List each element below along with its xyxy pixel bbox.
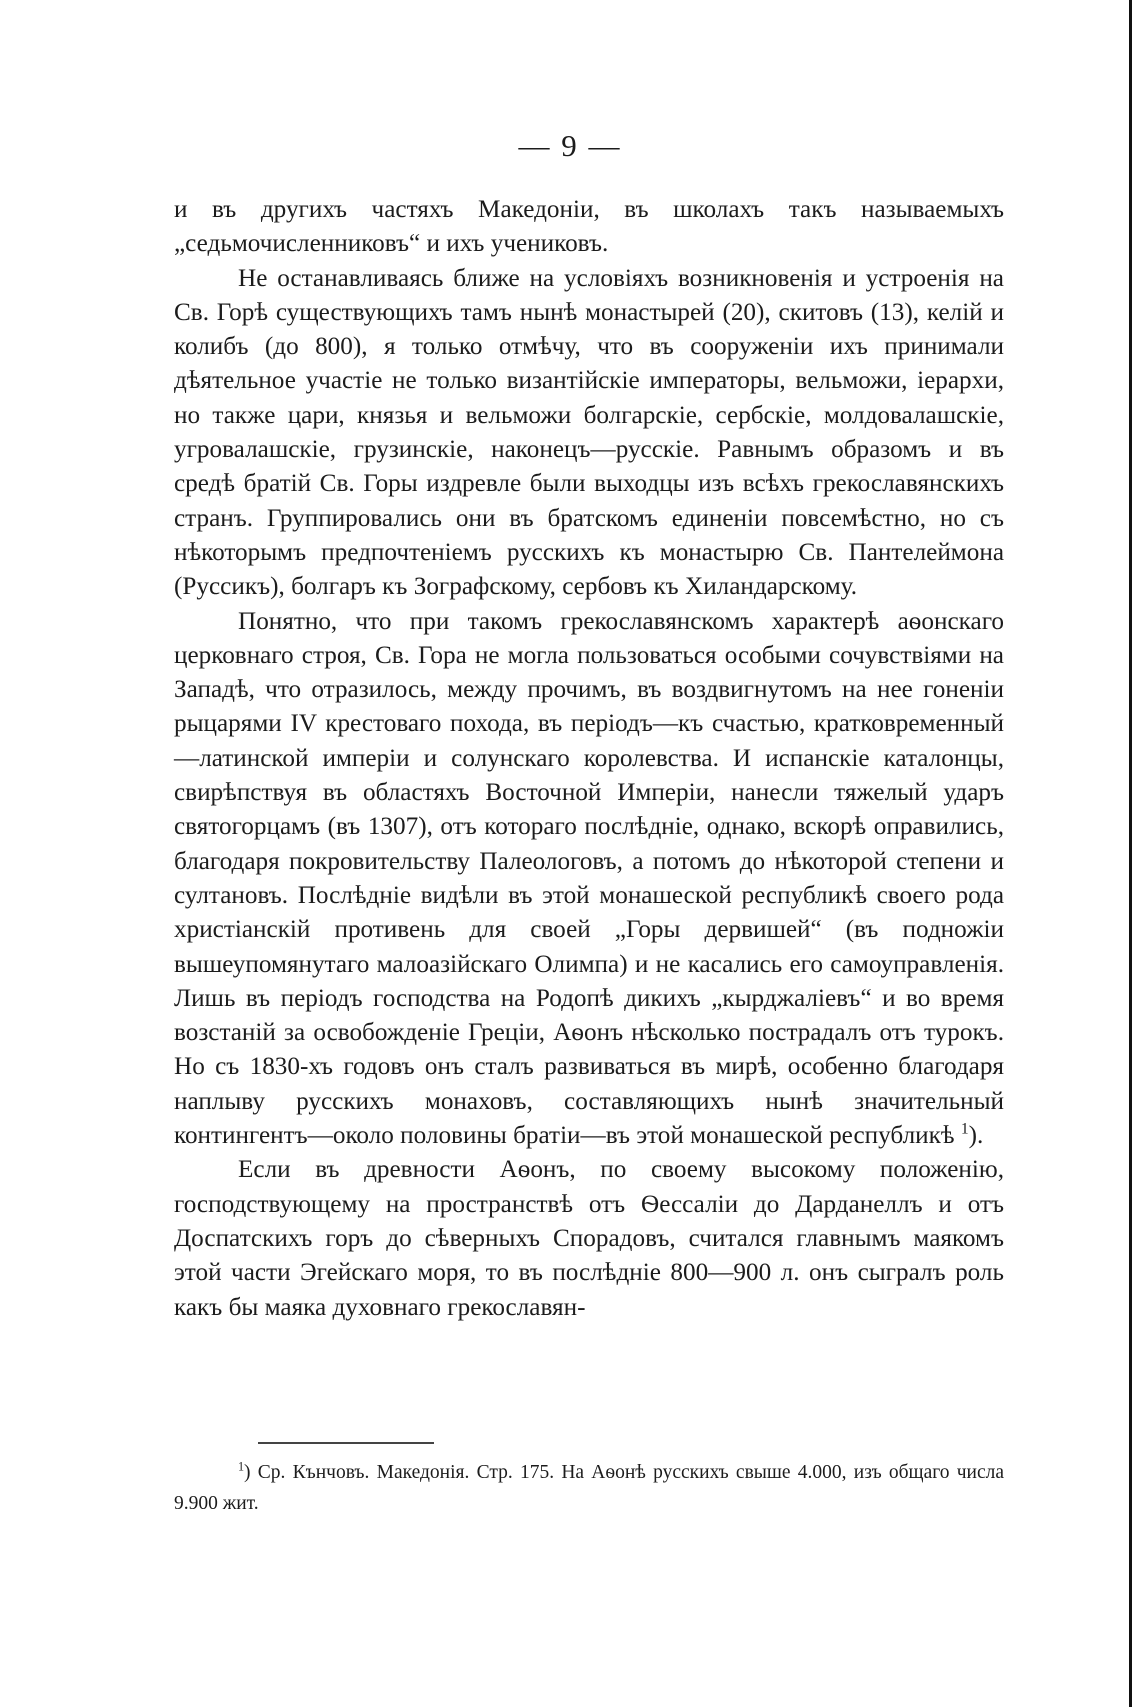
footnote [174,1457,1004,1519]
footnote-reference-suffix: ). [968,1122,984,1150]
paragraph-3-text: Понятно, что при такомъ грекославянскомъ характерѣ аѳонскаго церковнаго строя, Св. Гора не могла пользоваться особыми сочувствіями на Западѣ, что отразилось, между прочимъ, въ воздвигнутомъ на нее гоненіи рыцарями IV крестоваго похода, въ періодъ—къ счастью, кратковременный—латинской имперіи и солунскаго королевства. И испанскіе каталонцы, свирѣпствуя въ областяхъ Восточной Имперіи, нанесли тяжелый ударъ святогорцамъ (въ 1307), отъ котораго послѣдніе, однако, вскорѣ оправились, благодаря покровительству Палеологовъ, а потомъ до нѣкоторой степени и султановъ. Послѣдніе видѣли въ этой монашеской республикѣ своего рода христіанскій противень для своей „Горы дервишей“ (въ подножіи вышеупомянутаго малоазійскаго Олимпа) и не касались его самоуправленія. Лишь въ періодъ господства на Родопѣ дикихъ „кырджаліевъ“ и во время возстаній за освобожденіе Греціи, Аѳонъ нѣсколько пострадалъ отъ турокъ. Но съ 1830-хъ годовъ онъ сталъ развиваться въ мирѣ, особенно благодаря наплыву русскихъ монаховъ, составляющихъ нынѣ значительный контингентъ—около половины братіи—въ этой монашеской республикѣ [174,607,1004,1150]
footnote-marker: 1 [238,1459,245,1474]
paragraph-1: и въ другихъ частяхъ Македоніи, въ школахъ такъ называемыхъ „седьмочисленниковъ“ и ихъ учениковъ. [174,196,1004,258]
footnote-text: ) Ср. Кънчовъ. Македонія. Стр. 175. На Аѳонѣ русскихъ свыше 4.000, изъ общаго числа 9.900 жит. [174,1462,1004,1514]
body-text [174,193,1004,1325]
footnote-reference: 1 [960,1120,969,1138]
paragraph-4: Если въ древности Аѳонъ, по своему высокому положенію, господствующему на пространствѣ отъ Ѳессаліи до Дарданеллъ и отъ Доспатскихъ горъ до сѣверныхъ Спорадовъ, считался главнымъ маякомъ этой части Эгейскаго моря, то въ послѣдніе 800—900 л. онъ сыгралъ роль какъ бы маяка духовнаго грекославян- [174,1156,1004,1321]
paragraph-3 [174,605,1004,1154]
footnote-separator [258,1442,434,1444]
page-edge-shadow [1129,0,1132,1707]
paragraph-2: Не останавливаясь ближе на условіяхъ возникновенія и устроенія на Св. Горѣ существующихъ тамъ нынѣ монастырей (20), скитовъ (13), келій и колибъ (до 800), я только отмѣчу, что въ сооруженіи ихъ принимали дѣятельное участіе не только византійскіе императоры, вельможи, іерархи, но также цари, князья и вельможи болгарскіе, сербскіе, молдовалашскіе, угровалашскіе, грузинскіе, наконецъ—русскіе. Равнымъ образомъ и въ средѣ братій Св. Горы издревле были выходцы изъ всѣхъ грекославянскихъ странъ. Группировались они въ братскомъ единеніи повсемѣстно, но съ нѣкоторымъ предпочтеніемъ русскихъ къ монастырю Св. Пантелеймона (Руссикъ), болгаръ къ Зографскому, сербовъ къ Хиландарскому. [174,264,1004,601]
page-number: — 9 — [518,128,622,163]
